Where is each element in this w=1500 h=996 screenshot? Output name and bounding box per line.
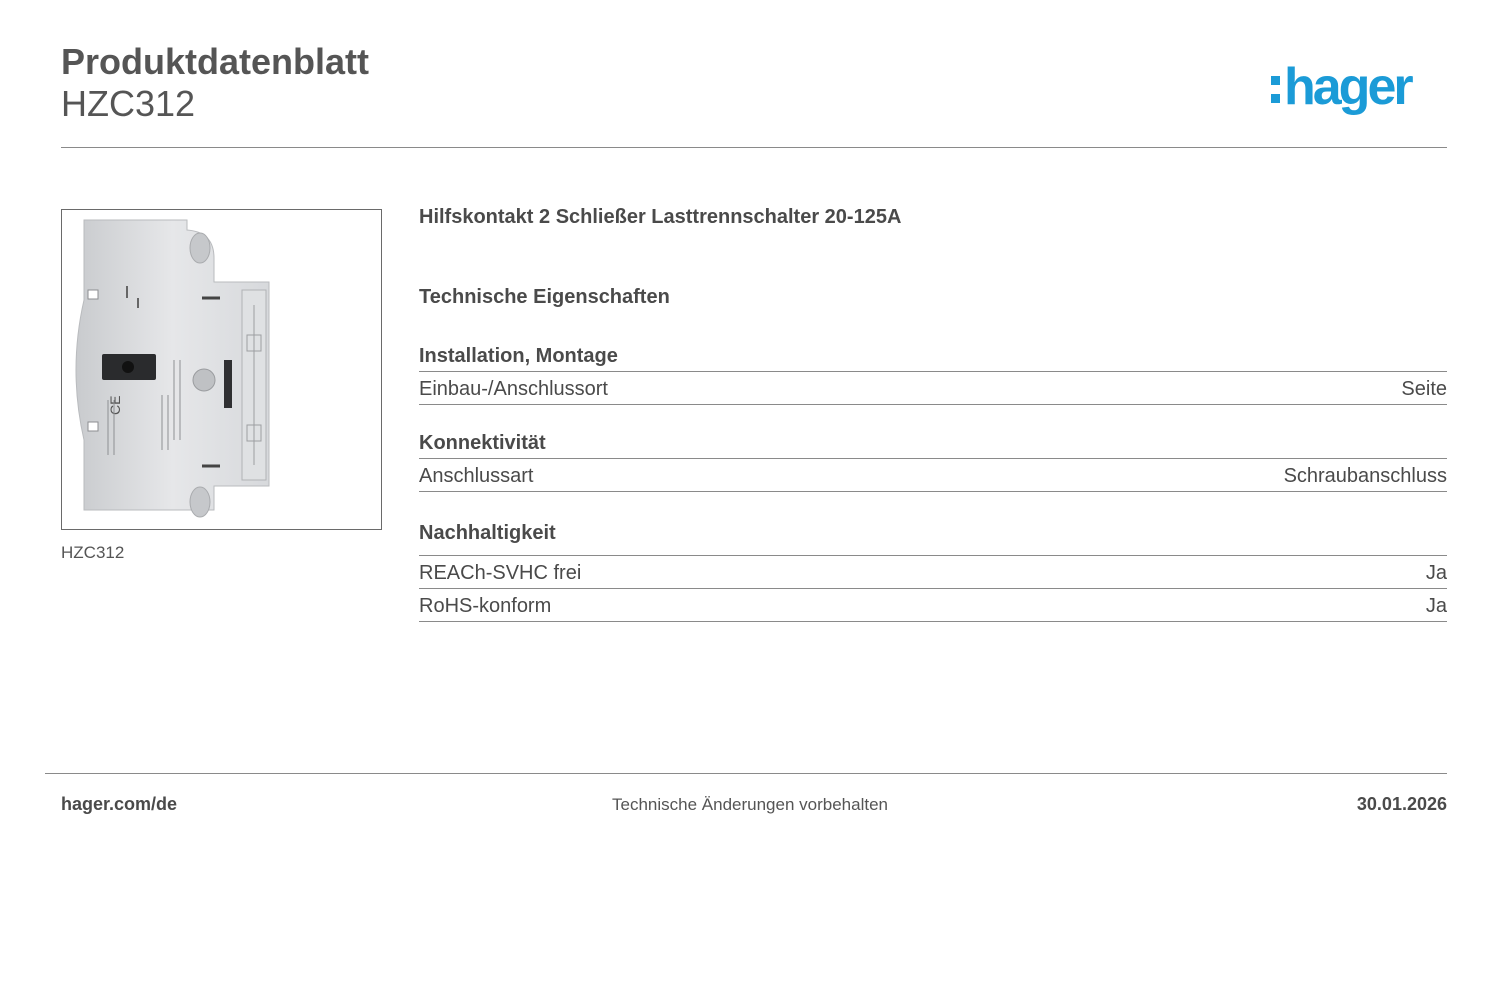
product-code: HZC312 [61, 83, 196, 124]
footer-website-link[interactable]: hager.com/de [61, 794, 178, 814]
property-value: Ja [1425, 595, 1447, 617]
property-row [419, 556, 1447, 589]
image-caption: HZC312 [61, 543, 125, 562]
property-value: Schraubanschluss [1283, 465, 1447, 487]
property-row [419, 372, 1447, 405]
property-row [419, 589, 1447, 622]
group-title: Installation, Montage [419, 341, 1447, 372]
header-divider [61, 147, 1447, 148]
property-label: Anschlussart [419, 465, 534, 487]
property-group-installation [419, 341, 1447, 405]
property-value: Seite [1401, 378, 1447, 400]
property-value: Ja [1425, 562, 1447, 584]
product-description: Hilfskontakt 2 Schließer Lasttrennschalter 20-125A [419, 206, 902, 228]
property-row [419, 459, 1447, 492]
property-label: RoHS-konform [419, 595, 552, 617]
property-label: REACh-SVHC frei [419, 562, 582, 584]
section-heading: Technische Eigenschaften [419, 286, 670, 308]
svg-text:CE: CE [107, 395, 123, 415]
product-image [61, 209, 382, 530]
property-group-sustainability [419, 518, 1447, 622]
property-label: Einbau-/Anschlussort [419, 378, 608, 400]
group-title: Nachhaltigkeit [419, 518, 1447, 556]
group-title: Konnektivität [419, 428, 1447, 459]
page-title: Produktdatenblatt [61, 41, 370, 82]
footer-divider [45, 773, 1447, 774]
svg-text:hager: hager [1284, 58, 1411, 116]
property-group-connectivity [419, 428, 1447, 492]
footer-date: 30.01.2026 [1356, 794, 1447, 814]
footer-disclaimer: Technische Änderungen vorbehalten [612, 795, 888, 814]
hager-logo [1268, 52, 1448, 122]
